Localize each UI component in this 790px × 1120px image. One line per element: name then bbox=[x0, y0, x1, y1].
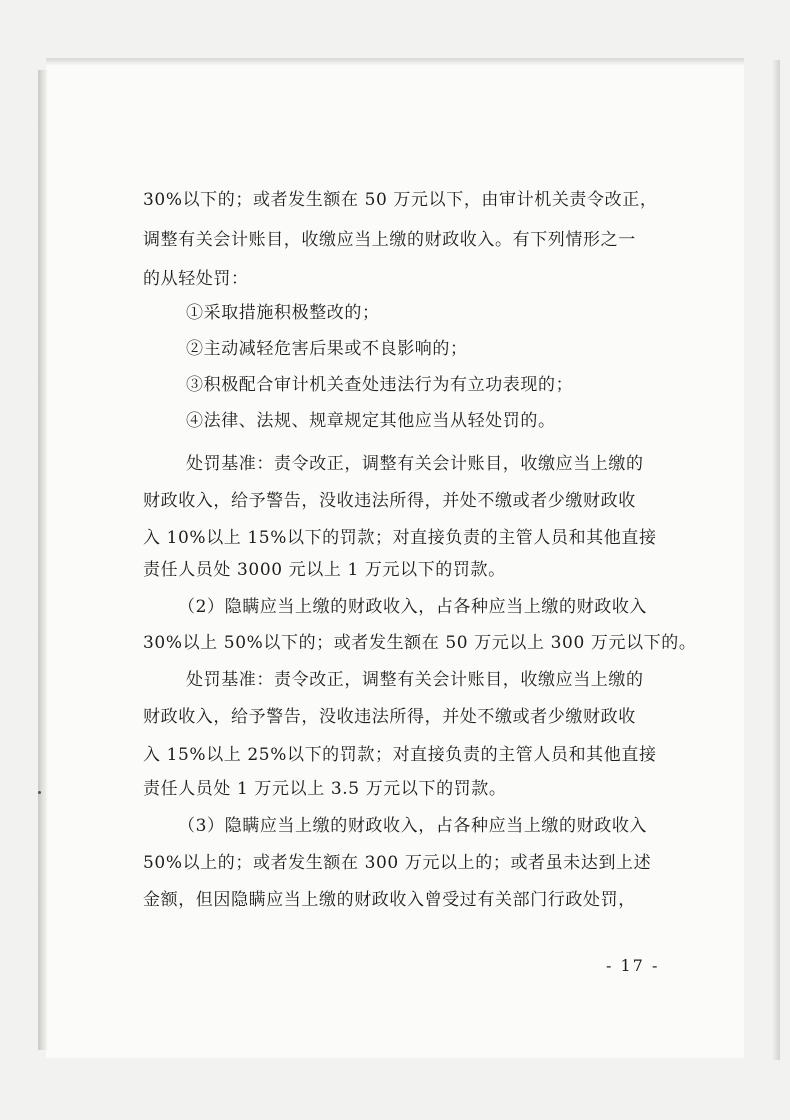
penalty-basis-2-line-3: 入 15%以上 25%以下的罚款；对直接负责的主管人员和其他直接 bbox=[143, 745, 657, 765]
page-number: - 17 - bbox=[606, 956, 660, 975]
penalty-basis-1-line-2: 财政收入，给予警告，没收违法所得，并处不缴或者少缴财政收 bbox=[143, 491, 636, 511]
item-2-line-1: （2）隐瞒应当上缴的财政收入，占各种应当上缴的财政收入 bbox=[178, 597, 648, 617]
body-line-3: 的从轻处罚： bbox=[143, 269, 249, 289]
penalty-basis-1-line-3: 入 10%以上 15%以下的罚款；对直接负责的主管人员和其他直接 bbox=[143, 528, 657, 548]
body-line-2: 调整有关会计账目，收缴应当上缴的财政收入。有下列情形之一 bbox=[143, 230, 636, 250]
list-item-4: ④法律、法规、规章规定其他应当从轻处罚的。 bbox=[186, 411, 556, 431]
penalty-basis-1-line-1: 处罚基准：责令改正，调整有关会计账目，收缴应当上缴的 bbox=[186, 454, 644, 474]
scan-left-edge bbox=[38, 70, 48, 1050]
item-3-line-2: 50%以上的；或者发生额在 300 万元以上的；或者虽未达到上述 bbox=[143, 853, 652, 873]
penalty-basis-2-line-1: 处罚基准：责令改正，调整有关会计账目，收缴应当上缴的 bbox=[186, 670, 644, 690]
penalty-basis-2-line-2: 财政收入，给予警告，没收违法所得，并处不缴或者少缴财政收 bbox=[143, 707, 636, 727]
body-line-1: 30%以下的；或者发生额在 50 万元以下，由审计机关责令改正， bbox=[143, 190, 658, 210]
item-3-line-1: （3）隐瞒应当上缴的财政收入，占各种应当上缴的财政收入 bbox=[178, 816, 648, 836]
scan-speck bbox=[38, 791, 41, 794]
item-2-line-2: 30%以上 50%以下的；或者发生额在 50 万元以上 300 万元以下的。 bbox=[143, 633, 697, 653]
scan-right-edge bbox=[772, 60, 780, 1060]
penalty-basis-1-line-4: 责任人员处 3000 元以上 1 万元以下的罚款。 bbox=[143, 560, 506, 580]
item-3-line-3: 金额，但因隐瞒应当上缴的财政收入曾受过有关部门行政处罚， bbox=[143, 890, 636, 910]
list-item-2: ②主动减轻危害后果或不良影响的； bbox=[186, 339, 468, 359]
scan-top-edge bbox=[46, 58, 744, 66]
penalty-basis-2-line-4: 责任人员处 1 万元以上 3.5 万元以下的罚款。 bbox=[143, 779, 507, 799]
list-item-1: ①采取措施积极整改的； bbox=[186, 303, 380, 323]
list-item-3: ③积极配合审计机关查处违法行为有立功表现的； bbox=[186, 375, 574, 395]
